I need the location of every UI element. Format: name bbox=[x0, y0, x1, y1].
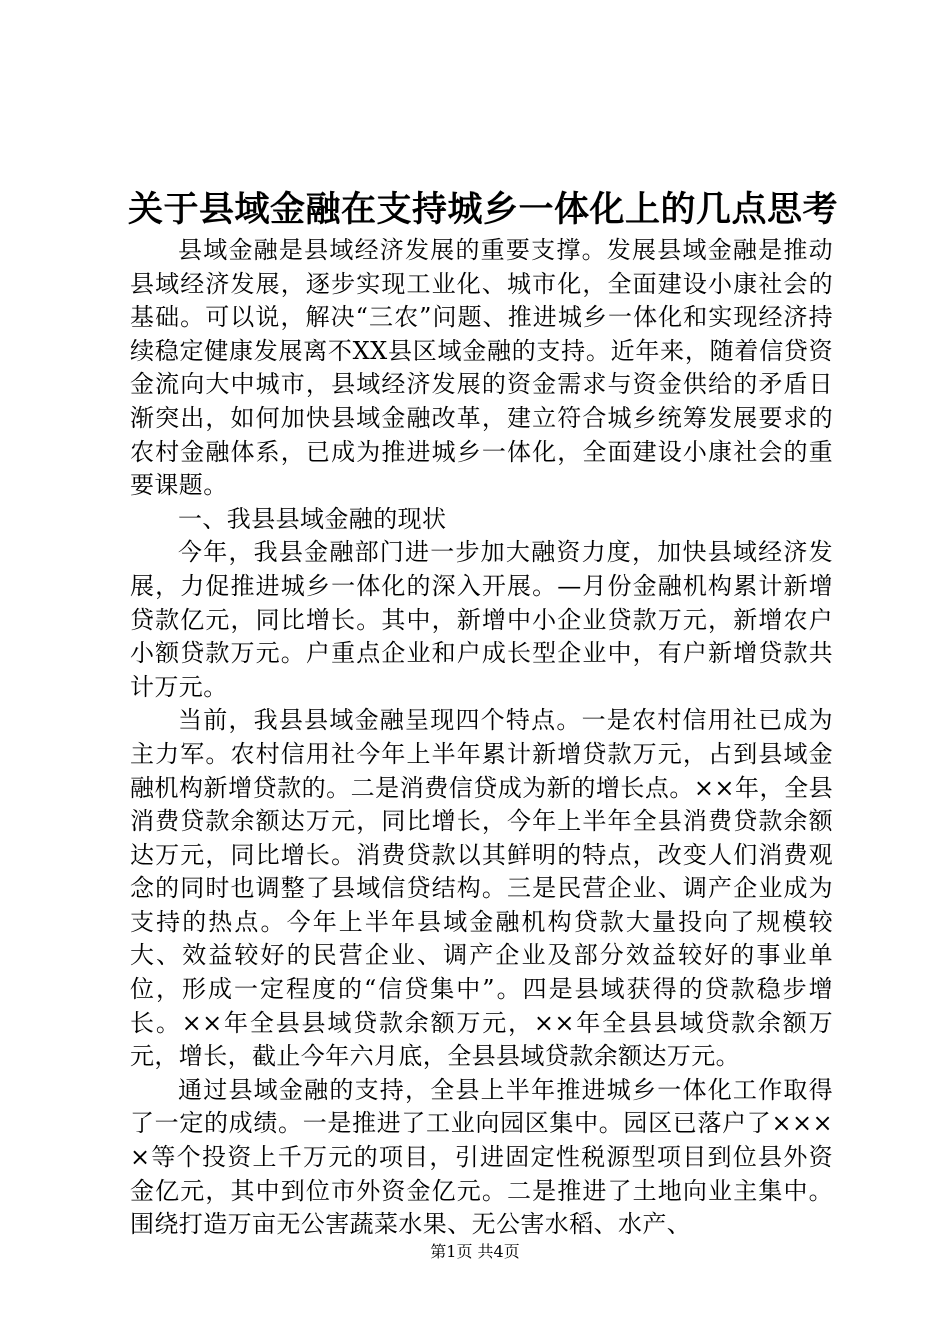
document-body bbox=[130, 234, 833, 1242]
page-number-footer: 第1页 共4页 bbox=[430, 1242, 520, 1261]
document-title: 关于县域金融在支持城乡一体化上的几点思考 bbox=[128, 189, 839, 230]
paragraph-achievements: 通过县域金融的支持，全县上半年推进城乡一体化工作取得了一定的成绩。一是推进了工业向园区集中。园区已落户了××××等个投资上千万元的项目，引进固定性税源型项目到位县外资金亿元，其中到位市外资金亿元。二是推进了土地向业主集中。围绕打造万亩无公害蔬菜水果、无公害水稻、水产、 bbox=[130, 1075, 833, 1239]
paragraph-status: 今年，我县金融部门进一步加大融资力度，加快县域经济发展，力促推进城乡一体化的深入开展。—月份金融机构累计新增贷款亿元，同比增长。其中，新增中小企业贷款万元，新增农户小额贷款万元。户重点企业和户成长型企业中，有户新增贷款共计万元。 bbox=[130, 538, 833, 701]
paragraph-features: 当前，我县县域金融呈现四个特点。一是农村信用社已成为主力军。农村信用社今年上半年累计新增贷款万元，占到县域金融机构新增贷款的。二是消费信贷成为新的增长点。××年，全县消费贷款余额达万元，同比增长，今年上半年全县消费贷款余额达万元，同比增长。消费贷款以其鲜明的特点，改变人们消费观念的同时也调整了县域信贷结构。三是民营企业、调产企业成为支持的热点。今年上半年县域金融机构贷款大量投向了规模较大、效益较好的民营企业、调产企业及部分效益较好的事业单位，形成一定程度的“信贷集中”。四是县域获得的贷款稳步增长。××年全县县域贷款余额万元，××年全县县域贷款余额万元，增长，截止今年六月底，全县县域贷款余额达万元。 bbox=[130, 706, 833, 1071]
section-heading: 一、我县县域金融的现状 bbox=[178, 504, 447, 533]
paragraph-intro: 县域金融是县域经济发展的重要支撑。发展县域金融是推动县域经济发展，逐步实现工业化、城市化，全面建设小康社会的基础。可以说，解决“三农”问题、推进城乡一体化和实现经济持续稳定健康发展离不XX县区域金融的支持。近年来，随着信贷资金流向大中城市，县域经济发展的资金需求与资金供给的矛盾日渐突出，如何加快县域金融改革，建立符合城乡统筹发展要求的农村金融体系，已成为推进城乡一体化，全面建设小康社会的重要课题。 bbox=[130, 236, 833, 500]
